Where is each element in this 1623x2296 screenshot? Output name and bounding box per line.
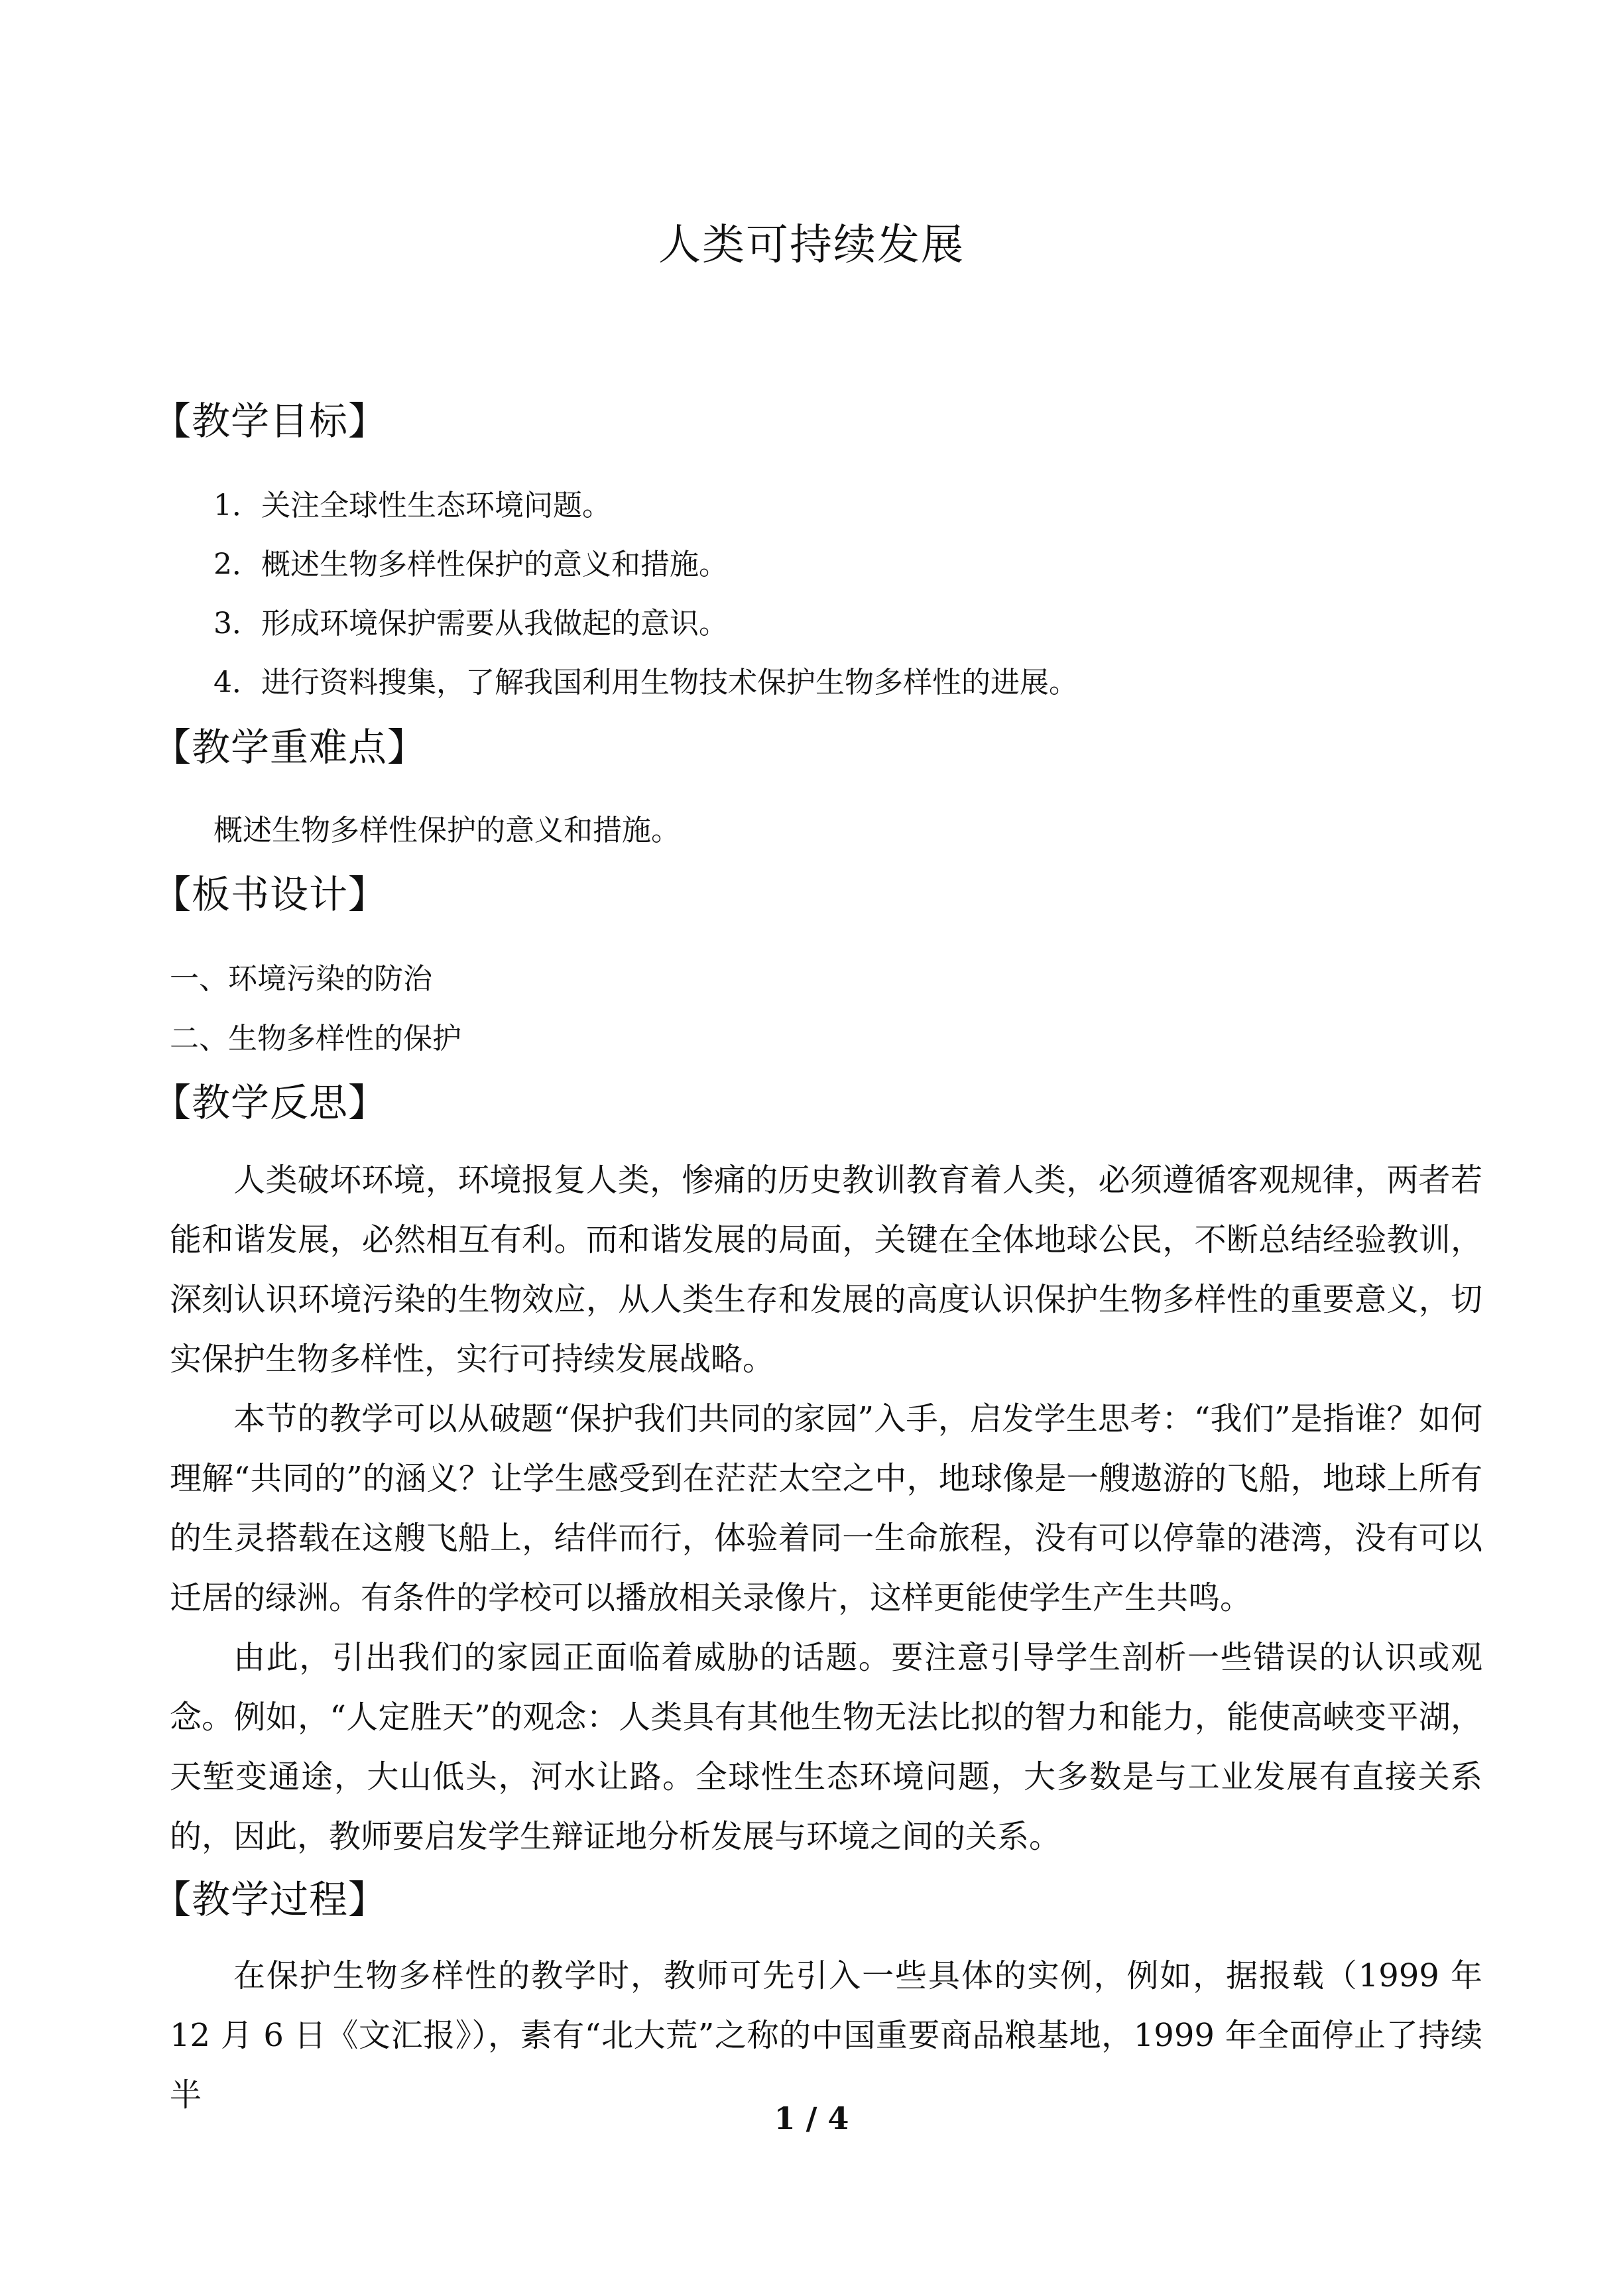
- objective-item-1: 1．关注全球性生态环境问题。: [213, 489, 611, 522]
- objective-item-2: 2．概述生物多样性保护的意义和措施。: [213, 548, 728, 581]
- process-paragraph-1: 在保护生物多样性的教学时，教师可先引入一些具体的实例，例如，据报载（1999 年 12 月 6 日《文汇报》），素有“北大荒”之称的中国重要商品粮基地，1999 年全面停止了持续半: [170, 1957, 1482, 2114]
- board-item-2: 二、生物多样性的保护: [170, 1022, 461, 1056]
- reflection-paragraph-2: 本节的教学可以从破题“保护我们共同的家园”入手，启发学生思考：“我们”是指谁？如何理解“共同的”的涵义？让学生感受到在茫茫太空之中，地球像是一艘遨游的飞船，地球上所有的生灵搭载在这艘飞船上，结伴而行，体验着同一生命旅程，没有可以停靠的港湾，没有可以迁居的绿洲。有条件的学校可以播放相关录像片，这样更能使学生产生共鸣。: [170, 1400, 1482, 1616]
- section-heading-board-design: 【板书设计】: [152, 872, 388, 917]
- reflection-paragraph-3: 由此，引出我们的家园正面临着威胁的话题。要注意引导学生剖析一些错误的认识或观念。例如，“人定胜天”的观念：人类具有其他生物无法比拟的智力和能力，能使高峡变平湖，天堑变通途，大山低头，河水让路。全球性生态环境问题，大多数是与工业发展有直接关系的，因此，教师要启发学生辩证地分析发展与环境之间的关系。: [170, 1639, 1482, 1855]
- page-title: 人类可持续发展: [658, 221, 965, 270]
- section-heading-process: 【教学过程】: [152, 1877, 388, 1922]
- reflection-paragraph-1: 人类破坏环境，环境报复人类，惨痛的历史教训教育着人类，必须遵循客观规律，两者若能和谐发展，必然相互有利。而和谐发展的局面，关键在全体地球公民，不断总结经验教训，深刻认识环境污染的生物效应，从人类生存和发展的高度认识保护生物多样性的重要意义，切实保护生物多样性，实行可持续发展战略。: [170, 1162, 1482, 1378]
- page-number: 1 / 4: [774, 2100, 849, 2136]
- section-heading-key-points: 【教学重难点】: [152, 725, 427, 770]
- key-points-text: 概述生物多样性保护的意义和措施。: [213, 814, 680, 847]
- objective-item-4: 4．进行资料搜集，了解我国利用生物技术保护生物多样性的进展。: [213, 666, 1078, 699]
- section-heading-reflection: 【教学反思】: [152, 1080, 388, 1125]
- objective-item-3: 3．形成环境保护需要从我做起的意识。: [213, 607, 728, 640]
- board-item-1: 一、环境污染的防治: [170, 962, 432, 996]
- section-heading-objectives: 【教学目标】: [152, 398, 388, 444]
